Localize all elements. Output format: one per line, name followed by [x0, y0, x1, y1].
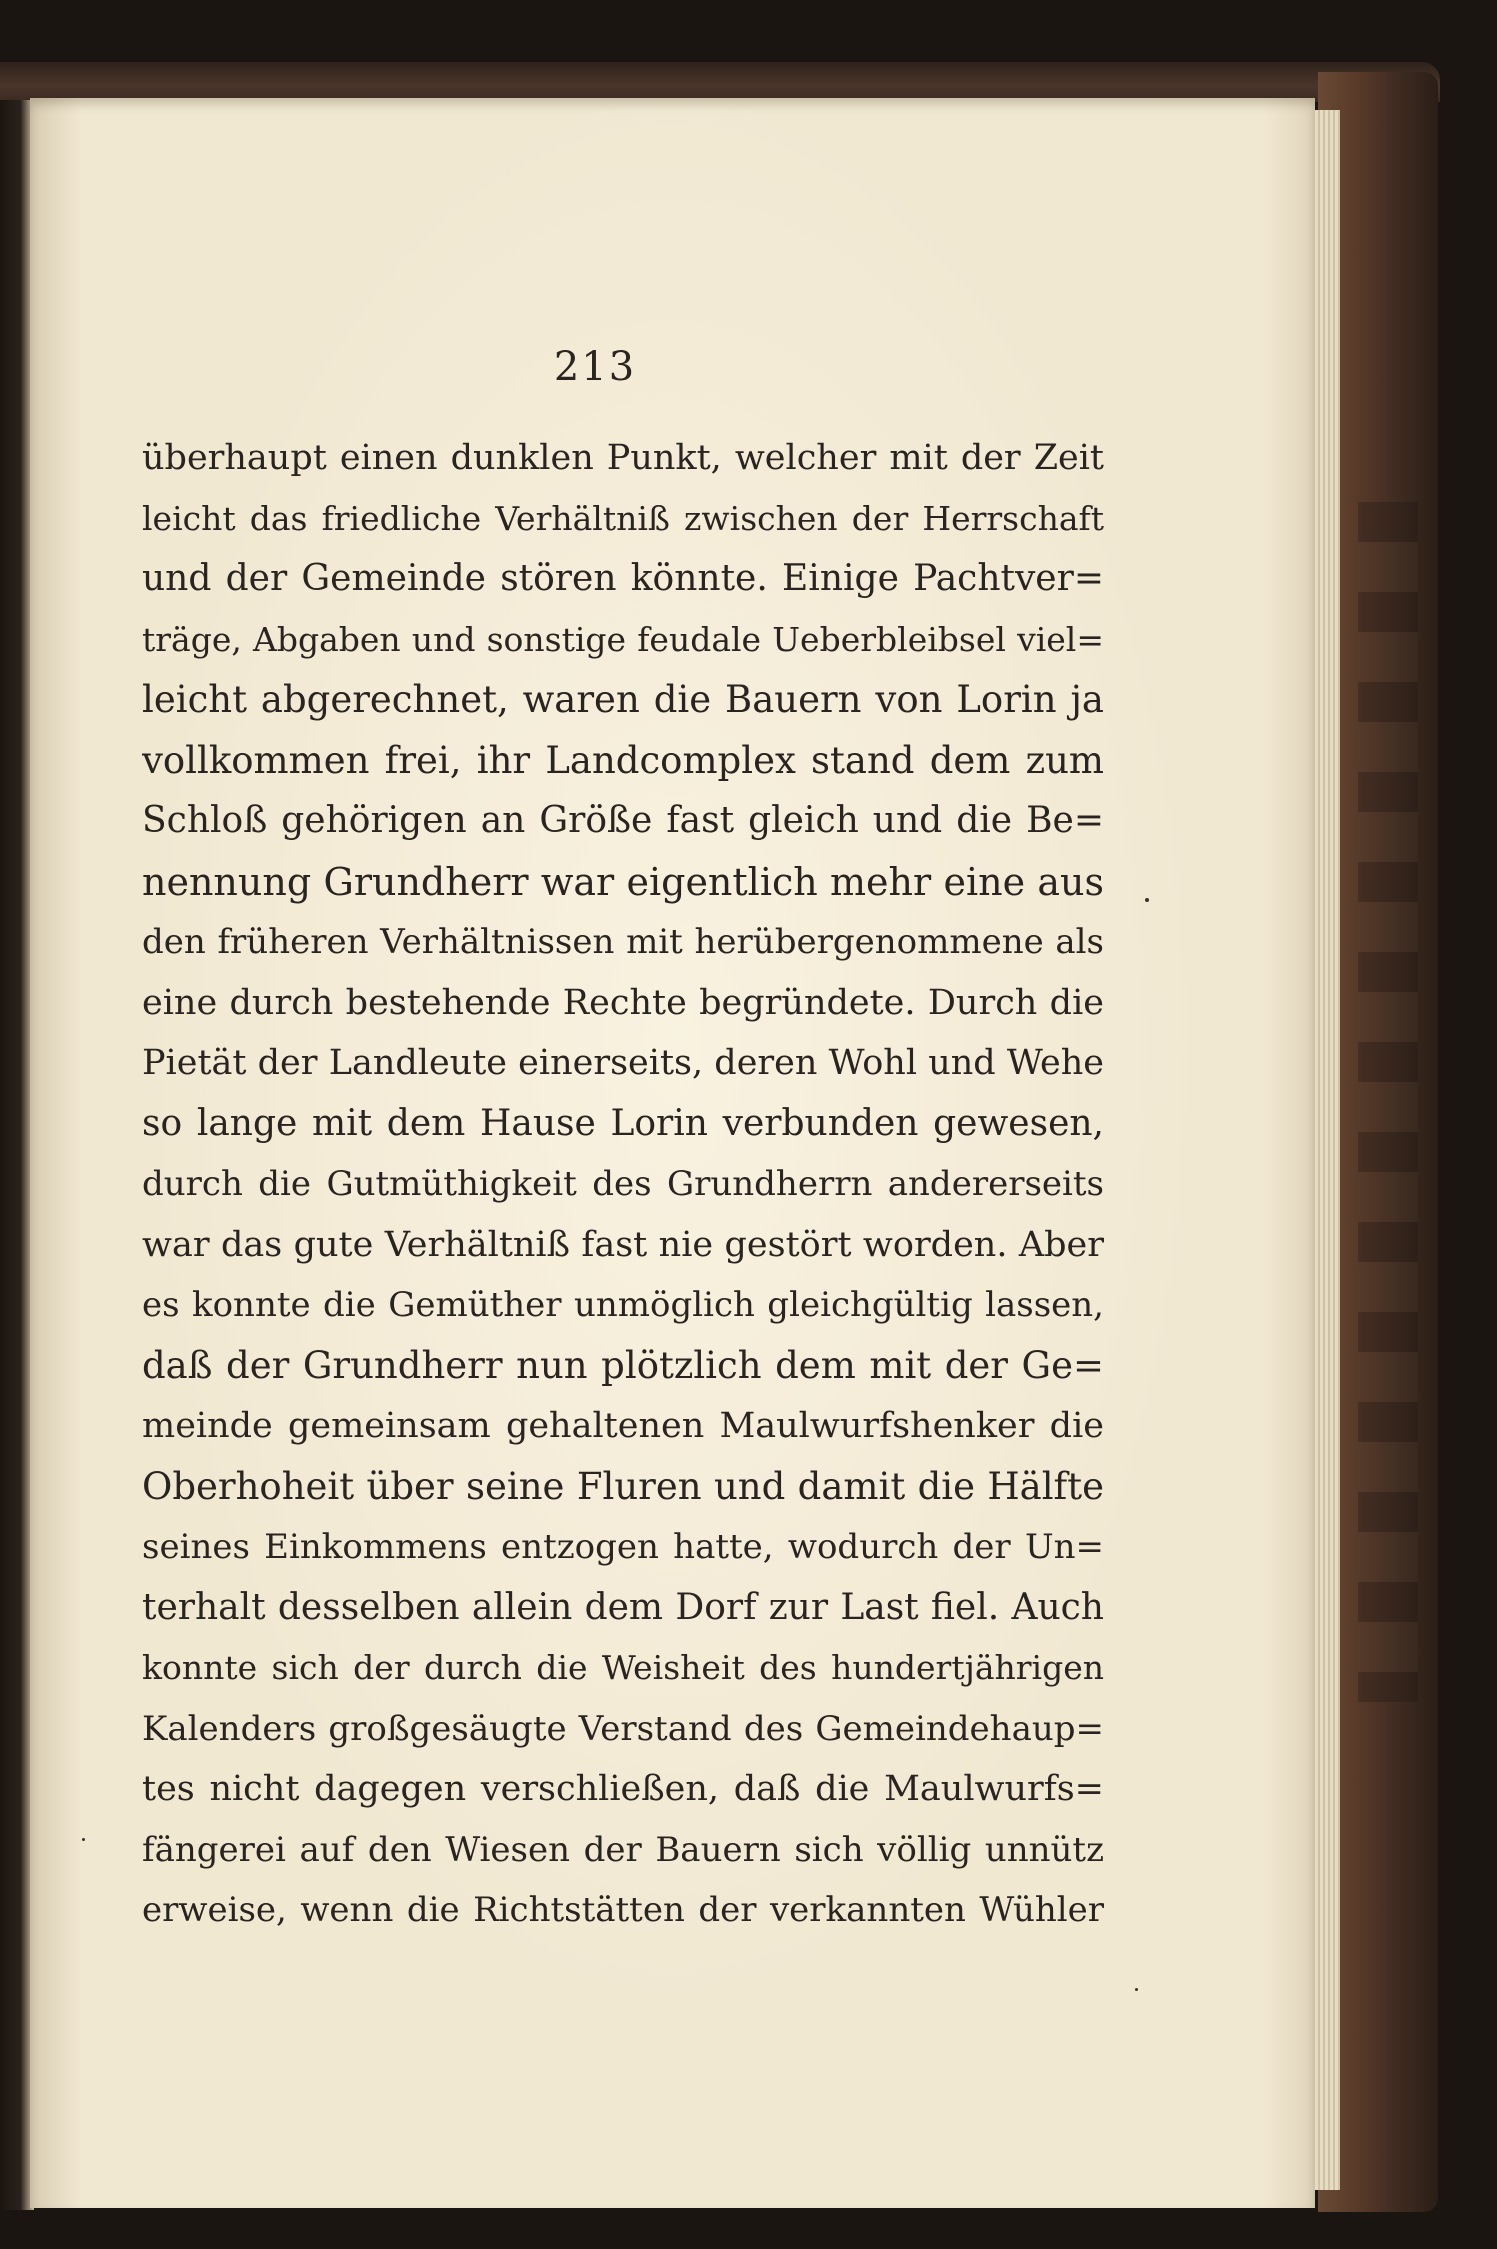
paper-speck — [82, 1838, 85, 1841]
text-line-20: terhalt desselben allein dem Dorf zur Last fiel. Auch — [142, 1586, 1104, 1628]
text-line-3: und der Gemeinde stören könnte. Einige Pachtver= — [142, 558, 1104, 599]
book-gutter — [0, 100, 34, 2210]
text-line-5: leicht abgerechnet, waren die Bauern von Lorin ja — [142, 678, 1104, 721]
text-line-25: erweise, wenn die Richtstätten der verkannten Wühler — [142, 1890, 1104, 1930]
text-line-21: konnte sich der durch die Weisheit des hundertjährigen — [142, 1648, 1104, 1687]
text-line-4: träge, Abgaben und sonstige feudale Ueberbleibsel viel= — [142, 619, 1104, 659]
text-line-7: Schloß gehörigen an Größe fast gleich und die Be= — [142, 800, 1104, 841]
text-line-24: fängerei auf den Wiesen der Bauern sich völlig unnütz — [142, 1829, 1104, 1870]
text-line-22: Kalenders großgesäugte Verstand des Gemeindehaup= — [142, 1708, 1104, 1749]
text-line-10: eine durch bestehende Rechte begründete. Durch die — [142, 982, 1104, 1023]
text-line-16: daß der Grundherr nun plötzlich dem mit der Ge= — [142, 1343, 1104, 1387]
book-cover-top-edge — [0, 62, 1440, 102]
body-text — [142, 428, 1104, 1941]
text-line-18: Oberhoheit über seine Fluren und damit die Hälfte — [142, 1464, 1104, 1508]
text-line-11: Pietät der Landleute einerseits, deren Wohl und Wehe — [142, 1043, 1104, 1083]
text-line-9: den früheren Verhältnissen mit herübergenommene als — [142, 922, 1104, 962]
text-line-14: war das gute Verhältniß fast nie gestört worden. Aber — [142, 1224, 1104, 1265]
paper-speck — [1135, 1988, 1138, 1991]
text-line-13: durch die Gutmüthigkeit des Grundherrn andererseits — [142, 1164, 1104, 1204]
text-line-19: seines Einkommens entzogen hatte, wodurch der Un= — [142, 1527, 1104, 1567]
text-line-8: nennung Grundherr war eigentlich mehr eine aus — [142, 859, 1104, 904]
text-line-23: tes nicht dagegen verschließen, daß die Maulwurfs= — [142, 1769, 1104, 1809]
page-number: 213 — [553, 344, 637, 390]
text-line-1: überhaupt einen dunklen Punkt, welcher mit der Zeit — [142, 438, 1104, 478]
text-line-12: so lange mit dem Hause Lorin verbunden gewesen, — [142, 1102, 1104, 1144]
book-page — [30, 98, 1315, 2208]
paper-speck — [1145, 898, 1149, 902]
text-line-6: vollkommen frei, ihr Landcomplex stand dem zum — [142, 738, 1104, 782]
text-line-15: es konnte die Gemüther unmöglich gleichgültig lassen, — [142, 1285, 1104, 1325]
text-line-2: leicht das friedliche Verhältniß zwischen der Herrschaft — [142, 498, 1104, 538]
text-line-17: meinde gemeinsam gehaltenen Maulwurfshenker die — [142, 1406, 1104, 1446]
